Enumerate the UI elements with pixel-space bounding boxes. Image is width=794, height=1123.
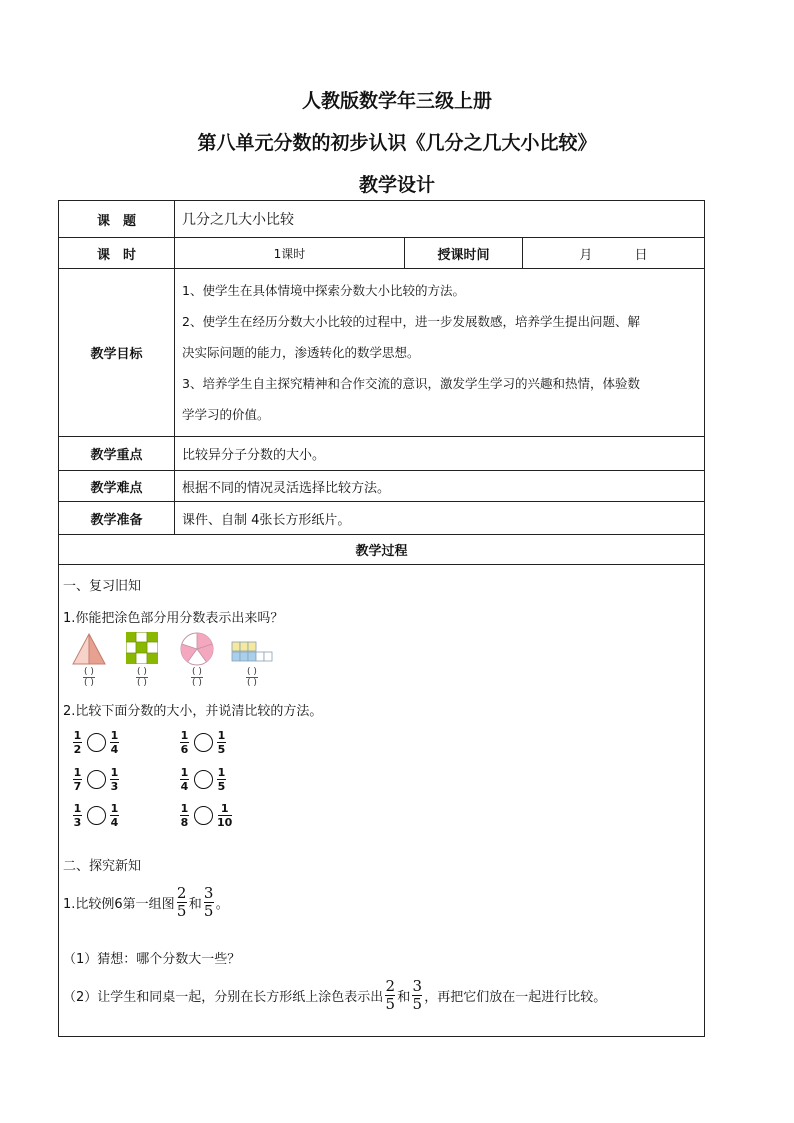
key-label: 教学重点 (59, 437, 175, 471)
example-1: 1.比较例6第一组图 2 5 和 3 5 。 (63, 884, 229, 920)
compare-circle[interactable] (194, 770, 213, 789)
difficulty-value: 根据不同的情况灵活选择比较方法。 (175, 471, 705, 502)
key-value: 比较异分子分数的大小。 (175, 437, 705, 471)
topic-label: 课 题 (59, 201, 175, 238)
compare-circle[interactable] (87, 806, 106, 825)
section-explore-heading: 二、探究新知 (63, 859, 142, 874)
question-2: 2.比较下面分数的大小，并说清比较的方法。 (63, 704, 323, 719)
objective-line: 3、培养学生自主探究精神和合作交流的意识，激发学生学习的兴趣和热情，体验数 (182, 376, 640, 391)
fraction-two-fifths: 2 5 (385, 977, 396, 1013)
lesson-table (58, 200, 705, 1037)
rectangle-bars-icon (231, 641, 273, 663)
comparison-item: $\frac{1}{3}$ $\frac{1}{4}$ (73, 802, 119, 829)
green-grid-icon (126, 632, 158, 664)
doc-title-line2: 第八单元分数的初步认识《几分之几大小比较》 (197, 132, 597, 154)
objective-line: 1、使学生在具体情境中探索分数大小比较的方法。 (182, 283, 465, 298)
time-label: 授课时间 (405, 238, 523, 269)
answer-blank: ( ) ( ) (84, 667, 94, 688)
row-process (59, 565, 705, 1037)
day-label: 日 (634, 247, 648, 263)
difficulty-label: 教学难点 (59, 471, 175, 502)
question-1: 1.你能把涂色部分用分数表示出来吗？ (63, 611, 284, 626)
compare-circle[interactable] (194, 806, 213, 825)
row-key-point (59, 437, 705, 471)
period-label: 课 时 (59, 238, 175, 269)
period-value: 1课时 (175, 238, 405, 269)
triangle-shape-icon (71, 632, 107, 666)
section-review-heading: 一、复习旧知 (63, 579, 142, 594)
fraction-two-fifths: 2 5 (176, 884, 187, 920)
comparison-item: $\frac{1}{6}$ $\frac{1}{5}$ (180, 729, 226, 756)
pie-circle-icon (179, 631, 215, 667)
compare-circle[interactable] (87, 733, 106, 752)
comparison-item: $\frac{1}{2}$ $\frac{1}{4}$ (73, 729, 119, 756)
row-objectives (59, 269, 705, 437)
answer-blank: ( ) ( ) (137, 667, 147, 688)
row-period (59, 238, 705, 269)
objectives-content (175, 269, 705, 437)
comparison-item: $\frac{1}{7}$ $\frac{1}{3}$ (73, 766, 119, 793)
comparison-item: $\frac{1}{4}$ $\frac{1}{5}$ (180, 766, 226, 793)
step-2: （2）让学生和同桌一起，分别在长方形纸上涂色表示出 2 5 和 3 5 ，再把它们放在一起进行比较。 (63, 977, 607, 1013)
objective-line: 学学习的价值。 (182, 407, 270, 422)
topic-value: 几分之几大小比较 (175, 201, 705, 238)
prep-value: 课件、自制 4张长方形纸片。 (175, 502, 705, 535)
row-process-head (59, 535, 705, 565)
prep-label: 教学准备 (59, 502, 175, 535)
compare-circle[interactable] (194, 733, 213, 752)
row-preparation (59, 502, 705, 535)
answer-blank: ( ) ( ) (192, 667, 202, 688)
month-label: 月 (579, 247, 593, 263)
fraction-three-fifths: 3 5 (203, 884, 214, 920)
doc-title-line3: 教学设计 (358, 174, 435, 196)
doc-title-line1: 人教版数学年三级上册 (301, 90, 492, 112)
time-value (523, 238, 705, 269)
objective-line: 决实际问题的能力，渗透转化的数学思想。 (182, 345, 420, 360)
row-topic (59, 201, 705, 238)
compare-circle[interactable] (87, 770, 106, 789)
row-difficulty (59, 471, 705, 502)
step-1: （1）猜想：哪个分数大一些？ (63, 952, 241, 967)
process-content (59, 565, 705, 1037)
objectives-label: 教学目标 (59, 269, 175, 437)
objective-line: 2、使学生在经历分数大小比较的过程中，进一步发展数感，培养学生提出问题、解 (182, 314, 640, 329)
process-label: 教学过程 (59, 535, 705, 565)
comparison-item: $\frac{1}{8}$ $\frac{1}{10}$ (180, 802, 233, 829)
fraction-three-fifths: 3 5 (412, 977, 423, 1013)
answer-blank: ( ) ( ) (247, 667, 257, 688)
